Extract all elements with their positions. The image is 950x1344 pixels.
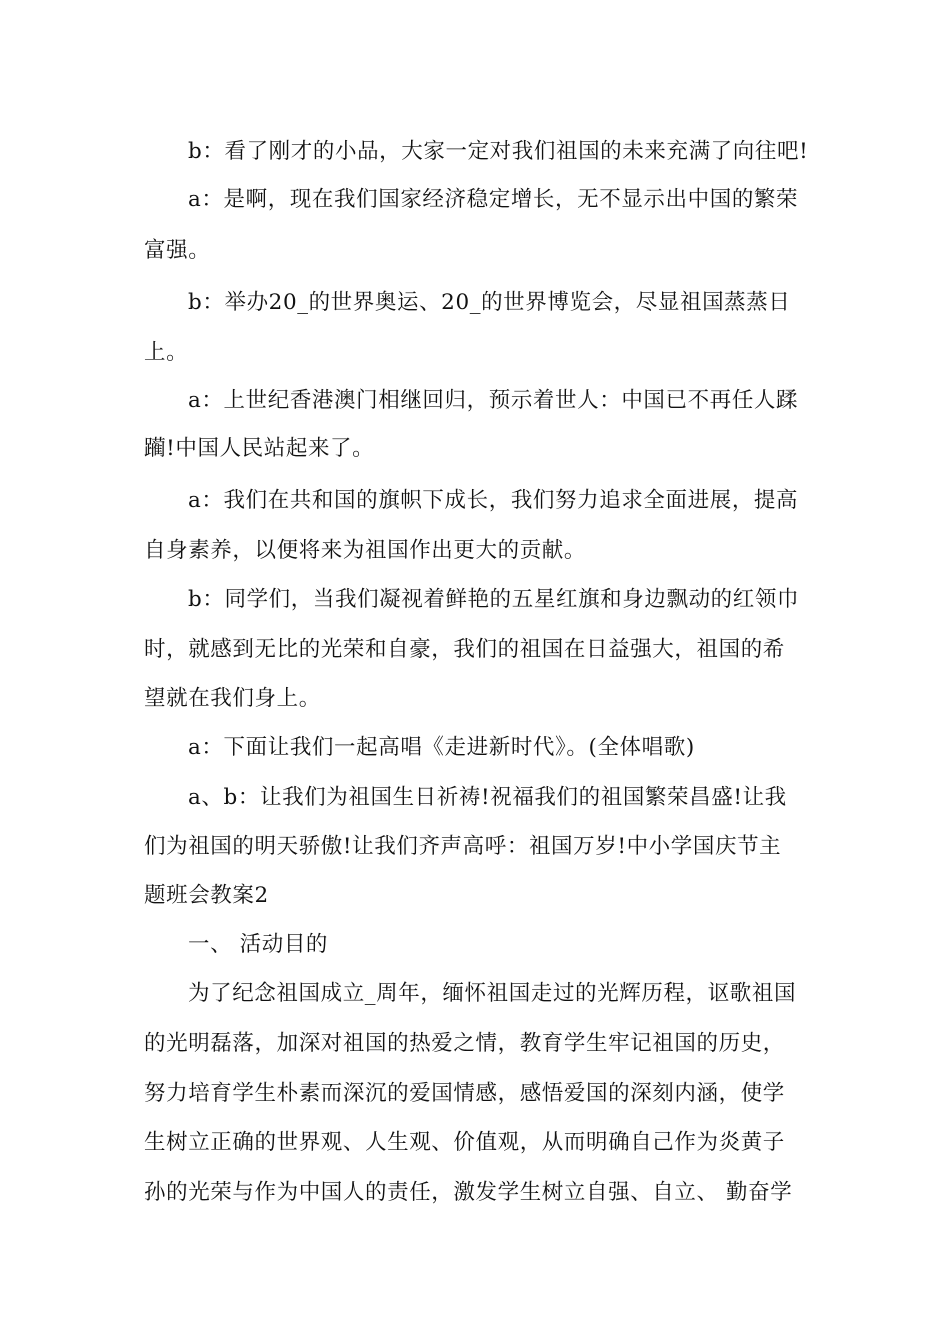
text-line: 躏!中国人民站起来了。 bbox=[144, 436, 375, 461]
text-line: b：看了刚才的小品，大家一定对我们祖国的未来充满了向往吧! bbox=[188, 139, 809, 164]
text-line: b：举办20_的世界奥运、20_的世界博览会，尽显祖国蒸蒸日 bbox=[188, 290, 791, 315]
text-line: 富强。 bbox=[144, 238, 211, 263]
text-line: a：上世纪香港澳门相继回归，预示着世人：中国已不再任人蹂 bbox=[188, 388, 799, 413]
text-line: b：同学们，当我们凝视着鲜艳的五星红旗和身边飘动的红领巾 bbox=[188, 587, 800, 612]
section-heading: 一、 活动目的 bbox=[188, 932, 329, 957]
text-line: 孙的光荣与作为中国人的责任，激发学生树立自强、自立、 勤奋学 bbox=[144, 1180, 793, 1205]
text-line: a：是啊，现在我们国家经济稳定增长，无不显示出中国的繁荣 bbox=[188, 187, 799, 212]
text-line: 们为祖国的明天骄傲!让我们齐声高呼：祖国万岁!中小学国庆节主 bbox=[144, 834, 782, 859]
text-line: a：下面让我们一起高唱《走进新时代》。(全体唱歌) bbox=[188, 735, 695, 760]
text-line: 的光明磊落，加深对祖国的热爱之情，教育学生牢记祖国的历史， bbox=[144, 1031, 785, 1056]
text-line: 上。 bbox=[144, 340, 189, 365]
text-line: 题班会教案2 bbox=[144, 883, 269, 908]
text-line: a：我们在共和国的旗帜下成长，我们努力追求全面进展，提高 bbox=[188, 488, 799, 513]
text-line: 时，就感到无比的光荣和自豪，我们的祖国在日益强大，祖国的希 bbox=[144, 637, 785, 662]
text-line: 望就在我们身上。 bbox=[144, 686, 321, 711]
text-line: a、b：让我们为祖国生日祈祷!祝福我们的祖国繁荣昌盛!让我 bbox=[188, 785, 787, 810]
text-line: 生树立正确的世界观、人生观、价值观，从而明确自己作为炎黄子 bbox=[144, 1130, 785, 1155]
text-line: 努力培育学生朴素而深沉的爱国情感，感悟爱国的深刻内涵，使学 bbox=[144, 1081, 785, 1106]
text-line: 为了纪念祖国成立_周年，缅怀祖国走过的光辉历程，讴歌祖国 bbox=[188, 981, 797, 1006]
text-line: 自身素养，以便将来为祖国作出更大的贡献。 bbox=[144, 538, 587, 563]
